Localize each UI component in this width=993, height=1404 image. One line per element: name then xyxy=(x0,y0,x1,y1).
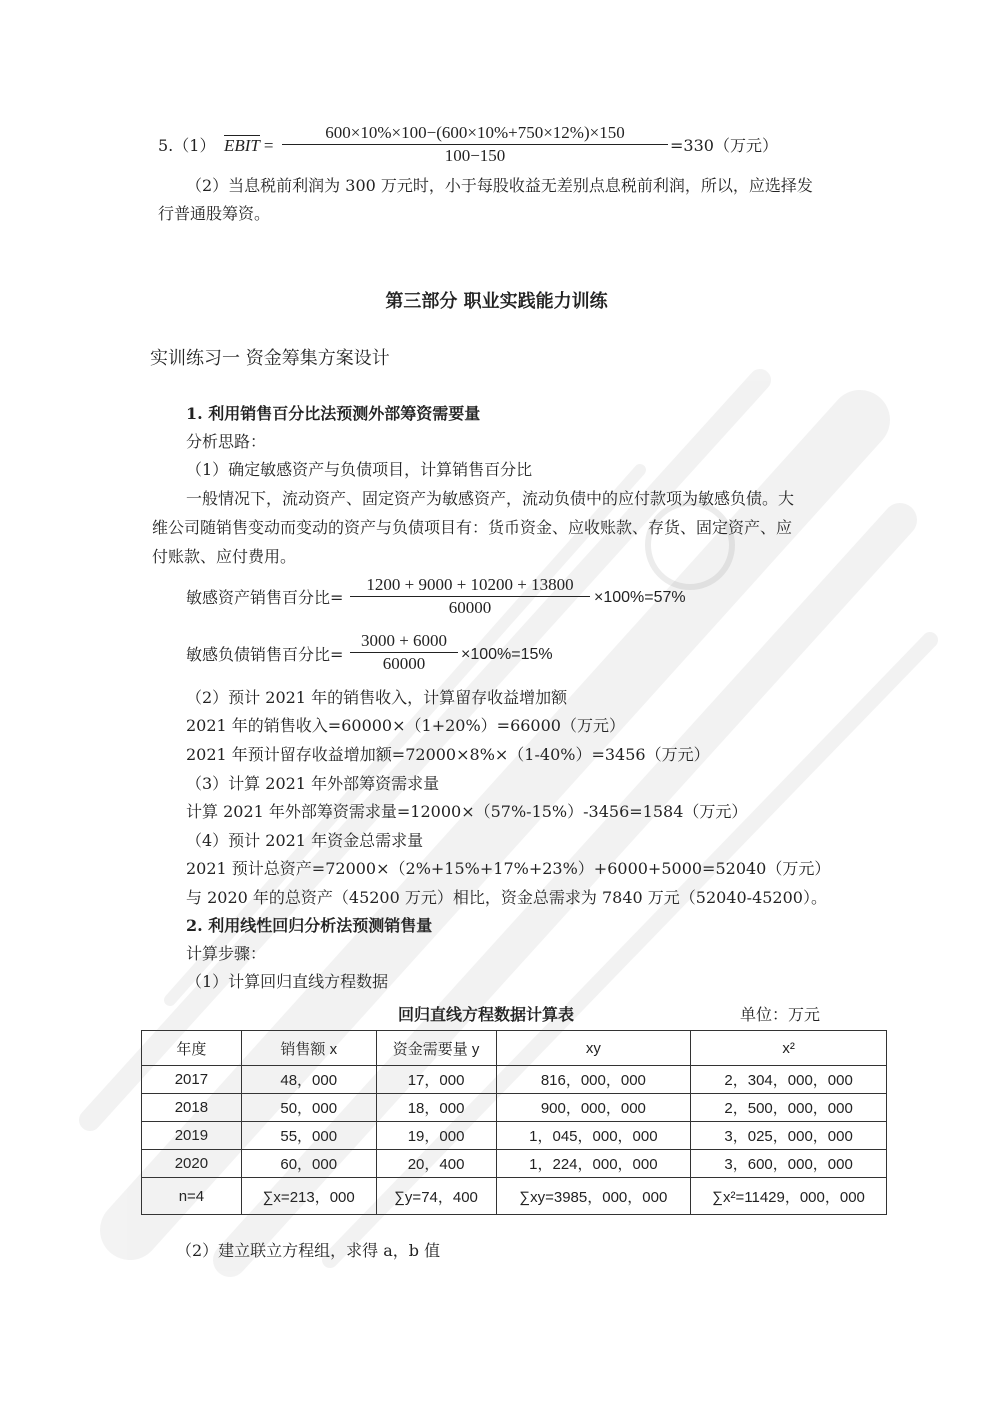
s1-step1: （1）确定敏感资产与负债项目，计算销售百分比 xyxy=(186,460,533,479)
cell-xy: 1，045，000，000 xyxy=(496,1122,691,1150)
s1-step2: （2）预计 2021 年的销售收入，计算留存收益增加额 xyxy=(186,688,568,707)
table-unit: 单位：万元 xyxy=(740,1005,821,1024)
cell-year: 2020 xyxy=(142,1150,242,1178)
header-year: 年度 xyxy=(142,1031,242,1066)
compare-line: 与 2020 年的总资产（45200 万元）相比，资金总需求为 7840 万元（52040-45200）。 xyxy=(186,888,827,907)
retained-line: 2021 年预计留存收益增加额=72000×8%×（1-40%）=3456（万元） xyxy=(186,745,710,764)
ebit-equals: = xyxy=(263,136,274,155)
q5-fraction xyxy=(282,122,668,167)
cell-xy: 900，000，000 xyxy=(496,1094,691,1122)
cell-sales: 60，000 xyxy=(241,1150,376,1178)
s1-step3: （3）计算 2021 年外部筹资需求量 xyxy=(186,774,440,793)
liability-percent-label: 敏感负债销售百分比= xyxy=(186,645,344,664)
header-xy: xy xyxy=(496,1031,691,1066)
table-row xyxy=(142,1094,887,1122)
asset-denominator: 60000 xyxy=(448,598,492,617)
s2-step1: （1）计算回归直线方程数据 xyxy=(186,972,389,991)
header-sales: 销售额 x xyxy=(241,1031,376,1066)
steps-label: 计算步骤： xyxy=(186,944,267,963)
header-capital: 资金需要量 y xyxy=(376,1031,496,1066)
cell-xy: 816，000，000 xyxy=(496,1066,691,1094)
total-sum-x: ∑x=213，000 xyxy=(241,1178,376,1215)
cell-capital: 17，000 xyxy=(376,1066,496,1094)
total-sum-y: ∑y=74，400 xyxy=(376,1178,496,1215)
cell-x-squared: 3，025，000，000 xyxy=(691,1122,887,1150)
table-row xyxy=(142,1066,887,1094)
s1-para-line3: 付账款、应付费用。 xyxy=(152,547,297,566)
s1-step4: （4）预计 2021 年资金总需求量 xyxy=(186,831,424,850)
cell-year: 2019 xyxy=(142,1122,242,1150)
section1-heading: 1. 利用销售百分比法预测外部筹资需要量 xyxy=(186,404,481,423)
asset-percent-tail: ×100%=57% xyxy=(594,589,686,606)
total-n: n=4 xyxy=(142,1178,242,1215)
liability-numerator: 3000 + 6000 xyxy=(350,630,458,653)
part-title: 第三部分 职业实践能力训练 xyxy=(385,291,608,312)
q5-prefix: 5.（1） xyxy=(158,136,216,155)
external-line: 计算 2021 年外部筹资需求量=12000×（57%-15%）-3456=1584（万元） xyxy=(186,802,748,821)
liability-fraction xyxy=(350,630,458,675)
table-header-row xyxy=(142,1031,887,1066)
q5-denominator: 100−150 xyxy=(444,146,506,165)
total-sum-xy: ∑xy=3985，000，000 xyxy=(496,1178,691,1215)
asset-fraction xyxy=(350,574,590,619)
header-x-squared: x² xyxy=(691,1031,887,1066)
table-row xyxy=(142,1122,887,1150)
cell-xy: 1，224，000，000 xyxy=(496,1150,691,1178)
s1-para-line2: 维公司随销售变动而变动的资产与负债项目有：货币资金、应收账款、存货、固定资产、应 xyxy=(152,518,793,537)
cell-x-squared: 3，600，000，000 xyxy=(691,1150,887,1178)
cell-sales: 55，000 xyxy=(241,1122,376,1150)
q5-part2-line2: 行普通股筹资。 xyxy=(158,204,271,223)
cell-capital: 19，000 xyxy=(376,1122,496,1150)
analysis-label: 分析思路： xyxy=(186,432,267,451)
asset-percent-label: 敏感资产销售百分比= xyxy=(186,588,344,607)
cell-x-squared: 2，500，000，000 xyxy=(691,1094,887,1122)
q5-result: =330（万元） xyxy=(670,136,778,155)
exercise-title: 实训练习一 资金筹集方案设计 xyxy=(150,348,390,369)
ebit-label xyxy=(224,136,273,156)
ebit-overlined: EBIT xyxy=(224,136,260,155)
liability-percent-tail: ×100%=15% xyxy=(461,646,553,663)
table-total-row xyxy=(142,1178,887,1215)
total-assets-line: 2021 预计总资产=72000×（2%+15%+17%+23%）+6000+5000=52040（万元） xyxy=(186,859,831,878)
s2-step2: （2）建立联立方程组，求得 a，b 值 xyxy=(176,1241,441,1260)
q5-part2-line1: （2）当息税前利润为 300 万元时，小于每股收益无差别点息税前利润，所以，应选择发 xyxy=(186,176,813,195)
cell-capital: 20，400 xyxy=(376,1150,496,1178)
table-title: 回归直线方程数据计算表 xyxy=(398,1005,575,1024)
cell-capital: 18，000 xyxy=(376,1094,496,1122)
cell-x-squared: 2，304，000，000 xyxy=(691,1066,887,1094)
asset-numerator: 1200 + 9000 + 10200 + 13800 xyxy=(350,574,590,597)
cell-year: 2018 xyxy=(142,1094,242,1122)
total-sum-x-squared: ∑x²=11429，000，000 xyxy=(691,1178,887,1215)
regression-table xyxy=(141,1030,887,1215)
section2-heading: 2. 利用线性回归分析法预测销售量 xyxy=(186,916,433,935)
cell-sales: 48，000 xyxy=(241,1066,376,1094)
table-row xyxy=(142,1150,887,1178)
cell-year: 2017 xyxy=(142,1066,242,1094)
liability-denominator: 60000 xyxy=(382,654,426,673)
cell-sales: 50，000 xyxy=(241,1094,376,1122)
sales-line: 2021 年的销售收入=60000×（1+20%）=66000（万元） xyxy=(186,716,625,735)
q5-numerator: 600×10%×100−(600×10%+750×12%)×150 xyxy=(282,122,668,145)
s1-para-line1: 一般情况下，流动资产、固定资产为敏感资产，流动负债中的应付款项为敏感负债。大 xyxy=(186,489,795,508)
